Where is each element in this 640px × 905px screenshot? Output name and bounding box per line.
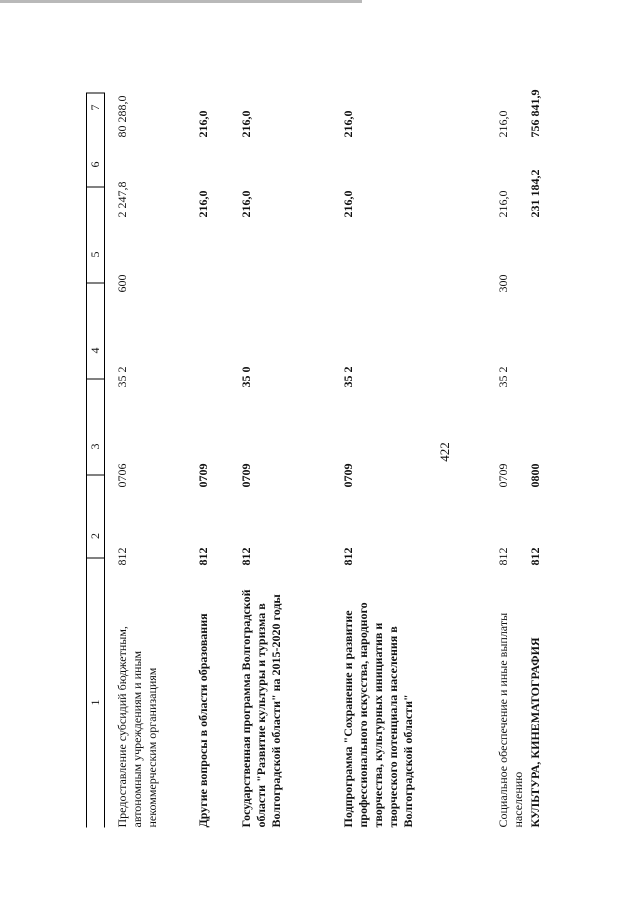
row-value-cell: 216,0 bbox=[239, 110, 253, 138]
header-cell-4: 4 bbox=[88, 347, 102, 354]
header-cell-2: 2 bbox=[88, 533, 102, 539]
row-value-cell: 812 bbox=[341, 547, 355, 566]
row-value-cell: 35 2 bbox=[115, 366, 129, 388]
header-cell-7: 7 bbox=[88, 104, 102, 111]
table-header-bottom-rule bbox=[104, 93, 105, 828]
row-value-cell: 2 247,8 bbox=[115, 181, 129, 218]
row-name-cell: КУЛЬТУРА, КИНЕМАТОГРАФИЯ bbox=[528, 637, 542, 828]
row-value-cell: 216,0 bbox=[239, 190, 253, 218]
row-value-cell: 0709 bbox=[196, 463, 210, 488]
row-value-cell: 35 2 bbox=[496, 366, 510, 388]
row-name-cell: Другие вопросы в области образования bbox=[196, 613, 210, 828]
row-value-cell: 600 bbox=[115, 274, 129, 293]
budget-table bbox=[86, 89, 554, 828]
row-value-cell: 0800 bbox=[528, 463, 542, 488]
row-value-cell: 216,0 bbox=[196, 190, 210, 218]
scan-edge-bar bbox=[0, 0, 362, 3]
row-value-cell: 300 bbox=[496, 274, 510, 293]
row-value-cell: 35 2 bbox=[341, 366, 355, 388]
row-value-cell: 231 184,2 bbox=[528, 169, 542, 218]
row-value-cell: 216,0 bbox=[496, 190, 510, 218]
row-value-cell: 0709 bbox=[496, 463, 510, 488]
row-value-cell: 0709 bbox=[341, 463, 355, 488]
row-value-cell: 216,0 bbox=[341, 190, 355, 218]
page-number: 422 bbox=[437, 442, 452, 462]
row-value-cell: 216,0 bbox=[196, 110, 210, 138]
row-value-cell: 812 bbox=[496, 547, 510, 566]
row-name-cell: Социальное обеспечение и иные выплаты населению bbox=[496, 612, 525, 828]
header-cell-6: 6 bbox=[88, 161, 102, 168]
header-cell-3: 3 bbox=[88, 443, 102, 450]
row-value-cell: 812 bbox=[239, 547, 253, 566]
row-value-cell: 812 bbox=[115, 547, 129, 566]
header-cell-5: 5 bbox=[88, 251, 102, 258]
row-value-cell: 80 288,0 bbox=[115, 95, 129, 138]
row-value-cell: 216,0 bbox=[341, 110, 355, 138]
row-name-cell: Предоставление субсидий бюджетным, автономным учреждениям и иным некоммерческим организациям bbox=[115, 626, 159, 828]
row-value-cell: 812 bbox=[196, 547, 210, 566]
row-value-cell: 0709 bbox=[239, 463, 253, 488]
row-value-cell: 812 bbox=[528, 547, 542, 566]
row-name-cell: Подпрограмма "Сохранение и развитие профессионального искусства, народного творчества, культурных инициатив и творческого потенциала населения в Волгоградской области" bbox=[341, 602, 415, 828]
row-value-cell: 756 841,9 bbox=[528, 89, 542, 138]
row-value-cell: 0706 bbox=[115, 463, 129, 488]
row-value-cell: 35 0 bbox=[239, 366, 253, 388]
header-cell-1: 1 bbox=[88, 699, 102, 706]
row-value-cell: 216,0 bbox=[496, 110, 510, 138]
row-name-cell: Государственная программа Волгоградской области "Развитие культуры и туризма в Волгоградской области" на 2015-2020 годы bbox=[239, 589, 283, 828]
